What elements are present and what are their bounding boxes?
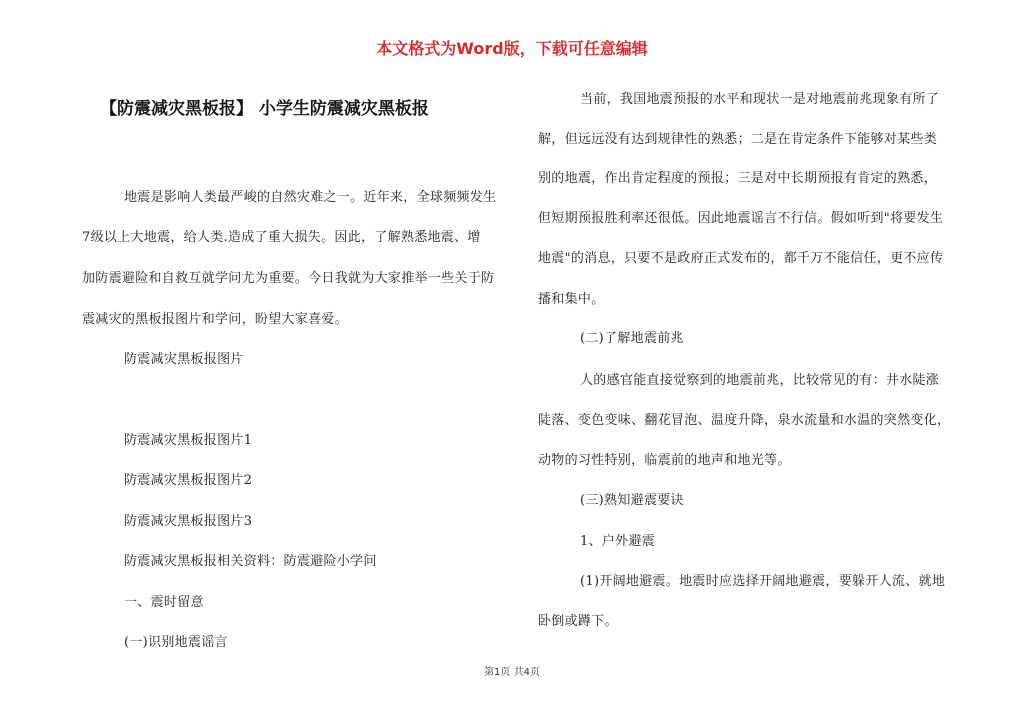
right-line-3: 别的地震，作出肯定程度的预报；三是对中长期预报有肯定的熟悉， [538,171,938,186]
right-line-2: 解，但远远没有达到规律性的熟悉；二是在肯定条件下能够对某些类 [538,132,938,147]
right-line-13: (1)开阔地避震。地震时应选择开阔地避震，要躲开人流、就地 [580,574,946,589]
document-title: 【防震减灾黑板报】 小学生防震减灾黑板报 [100,99,429,119]
subsection-heading-3: (三)熟知避震要诀 [580,493,684,508]
outdoor-heading: 1、户外避震 [580,534,656,549]
word-format-banner: 本文格式为Word版，下载可任意编辑 [376,39,648,58]
left-line-4: 震减灾的黑板报图片和学问，盼望大家喜爱。 [82,312,349,327]
left-line-1: 地震是影响人类最严峻的自然灾难之一。近年来，全球频频发生 [124,190,497,205]
right-line-10: 动物的习性特别，临震前的地声和地光等。 [538,453,791,468]
related-material-heading: 防震减灾黑板报相关资料：防震避险小学问 [124,554,377,569]
section-heading-1: 一、震时留意 [124,595,204,610]
right-line-8: 人的感官能直接觉察到的地震前兆，比较常见的有：井水陡涨 [580,373,940,388]
left-line-2: 7级以上大地震，给人类.造成了重大损失。因此，了解熟悉地震、增 [82,230,481,245]
right-line-1: 当前，我国地震预报的水平和现状一是对地震前兆现象有所了 [580,92,940,107]
right-line-14: 卧倒或蹲下。 [538,614,618,629]
left-line-3: 加防震避险和自救互就学问尤为重要。今日我就为大家推举一些关于防 [82,271,495,286]
image-caption-1: 防震减灾黑板报图片1 [124,433,253,448]
right-line-4: 但短期预报胜利率还很低。因此地震谣言不行信。假如听到"将要发生 [538,211,944,226]
image-caption-2: 防震减灾黑板报图片2 [124,473,253,488]
section-heading-images: 防震减灾黑板报图片 [124,352,244,367]
page-number: 第1页 共4页 [484,667,540,678]
subsection-heading-1: (一)识别地震谣言 [124,635,228,650]
image-caption-3: 防震减灾黑板报图片3 [124,514,253,529]
subsection-heading-2: (二)了解地震前兆 [580,331,684,346]
right-line-9: 陡落、变色变味、翻花冒泡、温度升降，泉水流量和水温的突然变化， [538,413,951,428]
right-line-6: 播和集中。 [538,292,605,307]
right-line-5: 地震"的消息，只要不是政府正式发布的，都千万不能信任，更不应传 [538,251,944,266]
